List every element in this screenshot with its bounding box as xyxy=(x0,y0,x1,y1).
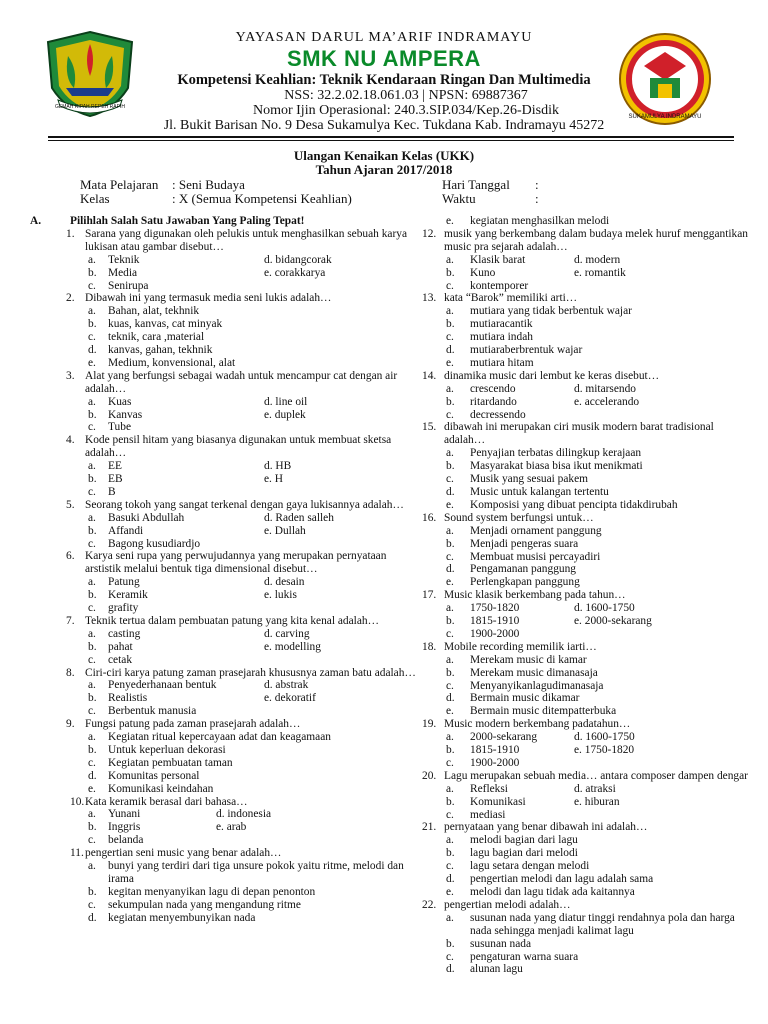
class-label: Kelas xyxy=(80,191,110,206)
option: c. sekumpulan nada yang mengandung ritme xyxy=(88,898,301,911)
option: a. susunan nada yang diatur tinggi rendahnya pola dan harga nada sehingga menjadi kalimat lagu xyxy=(446,911,735,937)
option-row: b. Kuno e. romantik xyxy=(446,266,626,279)
option-row: b. Media e. corakkarya xyxy=(88,266,326,279)
option-row: a. 2000-sekarang d. 1600-1750 xyxy=(446,731,635,744)
permit-number-line: Nomor Ijin Operasional: 240.3.SIP.034/Kep.26-Disdik xyxy=(252,103,560,118)
option: c. Senirupa xyxy=(88,279,149,292)
question-17: 17. Music klasik berkembang pada tahun… xyxy=(422,589,626,602)
option: c. Bagong kusudiardjo xyxy=(88,537,201,550)
option-row: b. Keramik e. lukis xyxy=(88,589,297,602)
option: d. Bermain music dikamar xyxy=(446,692,580,705)
question-11: 11. pengertian seni music yang benar adalah… xyxy=(70,847,282,860)
option: d. Music untuk kalangan tertentu xyxy=(446,485,609,498)
question-12: 12. musik yang berkembang dalam budaya melek huruf menggantikan music pra sejarah adalah… xyxy=(422,227,748,253)
option: d. kanvas, gahan, tekhnik xyxy=(88,344,213,357)
svg-text:GEMAH RIPAH REPEH RAPIH: GEMAH RIPAH REPEH RAPIH xyxy=(55,104,125,110)
question-3: 3. Alat yang berfungsi sebagai wadah untuk mencampur cat dengan air adalah… xyxy=(66,369,398,395)
option: c. cetak xyxy=(88,653,133,666)
option: c. decressendo xyxy=(446,408,526,421)
question-15: 15. dibawah ini merupakan ciri musik modern barat tradisional adalah… xyxy=(422,421,714,447)
option-row: b. EB e. H xyxy=(88,473,283,486)
option-row: a. Yunani d. indonesia xyxy=(88,808,272,821)
option-row: a. Kuas d. line oil xyxy=(88,395,308,408)
option: a. Penyajian terbatas dilingkup kerajaan xyxy=(446,447,642,460)
option: c. Membuat musisi percayadiri xyxy=(446,550,601,563)
academic-year: Tahun Ajaran 2017/2018 xyxy=(315,162,453,177)
option: c. teknik, cara ,material xyxy=(88,331,205,344)
option: a. bunyi yang terdiri dari tiga unsure pokok yaitu ritme, melodi dan irama xyxy=(88,860,404,885)
option: e. Komunikasi keindahan xyxy=(88,782,214,795)
header-divider xyxy=(48,136,734,138)
class-value: : X (Semua Kompetensi Keahlian) xyxy=(172,191,352,206)
option: c. lagu setara dengan melodi xyxy=(446,860,590,873)
subject-label: Mata Pelajaran xyxy=(80,177,159,192)
option-row: b. Inggris e. arab xyxy=(88,821,247,834)
option-row: b. pahat e. modelling xyxy=(88,640,321,653)
question-14: 14. dinamika music dari lembut ke keras disebut… xyxy=(422,369,660,382)
option: c. Musik yang sesuai pakem xyxy=(446,473,588,486)
option: a. Menjadi ornament panggung xyxy=(446,524,602,537)
option-row: b. Affandi e. Dullah xyxy=(88,524,306,537)
option: b. mutiaracantik xyxy=(446,318,533,331)
option: c. Tube xyxy=(88,421,132,434)
option-row: a. EE d. HB xyxy=(88,460,292,473)
option: c. pengaturan warna suara xyxy=(446,950,579,963)
option: a. Bahan, alat, tekhnik xyxy=(88,305,200,318)
school-address: Jl. Bukit Barisan No. 9 Desa Sukamulya Kec. Tukdana Kab. Indramayu 45272 xyxy=(163,118,605,133)
option: b. Untuk keperluan dekorasi xyxy=(88,743,226,756)
option: c. kontemporer xyxy=(446,279,529,292)
option-row: a. Patung d. desain xyxy=(88,576,305,589)
question-4: 4. Kode pensil hitam yang biasanya digunakan untuk membuat sketsa adalah… xyxy=(66,434,392,460)
option-row: a. Klasik barat d. modern xyxy=(446,253,621,266)
option: c. 1900-2000 xyxy=(446,627,520,640)
option-row: b. Komunikasi e. hiburan xyxy=(446,795,620,808)
foundation-name: YAYASAN DARUL MA’ARIF INDRAMAYU xyxy=(235,30,533,45)
option-row: b. 1815-1910 e. 1750-1820 xyxy=(446,744,635,757)
question-16: 16. Sound system berfungsi untuk… xyxy=(422,511,594,524)
option-row: a. Teknik d. bidangcorak xyxy=(88,253,332,266)
option-row: b. Kanvas e. duplek xyxy=(88,408,306,421)
question-22: 22. pengertian melodi adalah… xyxy=(422,898,571,911)
option: e. mutiara hitam xyxy=(446,356,534,369)
time-label: Waktu xyxy=(442,191,476,206)
option: d. Komunitas personal xyxy=(88,769,200,782)
option-row: a. Refleksi d. atraksi xyxy=(446,782,616,795)
school-name: SMK NU AMPERA xyxy=(287,46,481,71)
option: c. 1900-2000 xyxy=(446,756,520,769)
option: c. mediasi xyxy=(446,808,506,821)
question-1: 1. Sarana yang digunakan oleh pelukis untuk menghasilkan sebuah karya lukisan atau gambar disebut… xyxy=(66,227,408,253)
option: e. melodi dan lagu tidak ada kaitannya xyxy=(446,885,635,898)
nss-npsn-line: NSS: 32.2.02.18.061.03 | NPSN: 69887367 xyxy=(284,88,528,103)
option: a. mutiara yang tidak berbentuk wajar xyxy=(446,305,632,318)
option-row: a. 1750-1820 d. 1600-1750 xyxy=(446,602,635,615)
option: b. Menjadi pengeras suara xyxy=(446,537,579,550)
option-row: b. ritardando e. accelerando xyxy=(446,395,640,408)
question-10: 10. Kata keramik berasal dari bahasa… xyxy=(70,795,248,808)
question-7: 7. Teknik tertua dalam pembuatan patung yang kita kenal adalah… xyxy=(66,614,379,627)
date-label: Hari Tanggal xyxy=(442,177,510,192)
exam-title: Ulangan Kenaikan Kelas (UKK) xyxy=(293,148,475,163)
option-row: b. 1815-1910 e. 2000-sekarang xyxy=(446,615,652,628)
question-20: 20. Lagu merupakan sebuah media… antara composer dampen dengar xyxy=(422,769,748,782)
question-2: 2. Dibawah ini yang termasuk media seni lukis adalah… xyxy=(66,292,332,305)
option: c. belanda xyxy=(88,834,144,847)
header-divider-thin xyxy=(48,140,734,141)
option-row: b. Realistis e. dekoratif xyxy=(88,692,316,705)
option: e. Perlengkapan panggung xyxy=(446,576,580,589)
option: c. mutiara indah xyxy=(446,331,533,344)
option: a. Kegiatan ritual kepercayaan adat dan keagamaan xyxy=(88,731,331,744)
option: b. lagu bagian dari melodi xyxy=(446,847,578,860)
question-19: 19. Music modern berkembang padatahun… xyxy=(422,718,631,731)
option: a. Merekam music di kamar xyxy=(446,653,587,666)
option: e. Medium, konvensional, alat xyxy=(88,356,236,369)
option-row: a. crescendo d. mitarsendo xyxy=(446,382,637,395)
option: b. Masyarakat biasa bisa ikut menikmati xyxy=(446,460,643,473)
question-8: 8. Ciri-ciri karya patung zaman prasejarah khususnya zaman batu adalah… xyxy=(66,666,416,679)
option-row: a. Basuki Abdullah d. Raden salleh xyxy=(88,511,334,524)
option: d. alunan lagu xyxy=(446,963,523,976)
question-21: 21. pernyataan yang benar dibawah ini adalah… xyxy=(422,821,648,834)
option: d. pengertian melodi dan lagu adalah sama xyxy=(446,873,654,886)
date-value: : xyxy=(535,177,539,192)
option-row: a. casting d. carving xyxy=(88,627,310,640)
option: d. mutiaraberbrentuk wajar xyxy=(446,344,583,357)
question-18: 18. Mobile recording memilik iarti… xyxy=(422,640,597,653)
time-value: : xyxy=(535,191,539,206)
subject-value: : Seni Budaya xyxy=(172,177,245,192)
option: b. kegitan menyanyikan lagu di depan penonton xyxy=(88,885,316,898)
question-6: 6. Karya seni rupa yang perwujudannya yang merupakan pernyataan arstistik melalui bentuk tiga dimensional disebut… xyxy=(66,550,387,576)
questions-left-column xyxy=(30,215,418,925)
option: c. B xyxy=(88,485,116,498)
option: a. melodi bagian dari lagu xyxy=(446,834,578,847)
option: e. Komposisi yang dibuat pencipta tidakdirubah xyxy=(446,498,678,511)
competency-line: Kompetensi Keahlian: Teknik Kendaraan Ringan Dan Multimedia xyxy=(177,72,591,88)
school-letterhead xyxy=(0,0,768,140)
option: b. Merekam music dimanasaja xyxy=(446,666,598,679)
option: d. Pengamanan panggung xyxy=(446,563,576,576)
option-row: a. Penyederhanaan bentuk d. abstrak xyxy=(88,679,309,692)
smk-nu-ampera-logo-icon xyxy=(618,32,712,126)
option: c. Kegiatan pembuatan taman xyxy=(88,756,233,769)
option: c. Berbentuk manusia xyxy=(88,705,197,718)
option: c. Menyanyikanlagudimanasaja xyxy=(446,679,604,692)
svg-text:SUKAMULYA INDRAMAYU: SUKAMULYA INDRAMAYU xyxy=(628,114,702,120)
option: b. susunan nada xyxy=(446,937,532,950)
question-9: 9. Fungsi patung pada zaman prasejarah adalah… xyxy=(66,718,301,731)
question-13: 13. kata “Barok” memiliki arti… xyxy=(422,292,578,305)
option: e. kegiatan menghasilkan melodi xyxy=(446,215,610,227)
option: e. Bermain music ditempatterbuka xyxy=(446,705,617,718)
option: b. kuas, kanvas, cat minyak xyxy=(88,318,223,331)
questions-right-column xyxy=(422,215,752,976)
option: d. kegiatan menyembunyikan nada xyxy=(88,911,256,924)
question-5: 5. Seorang tokoh yang sangat terkenal dengan gaya lukisannya adalah… xyxy=(66,498,404,511)
section-header: A. Pilihlah Salah Satu Jawaban Yang Paling Tepat! xyxy=(30,215,305,227)
option: c. grafity xyxy=(88,602,139,615)
